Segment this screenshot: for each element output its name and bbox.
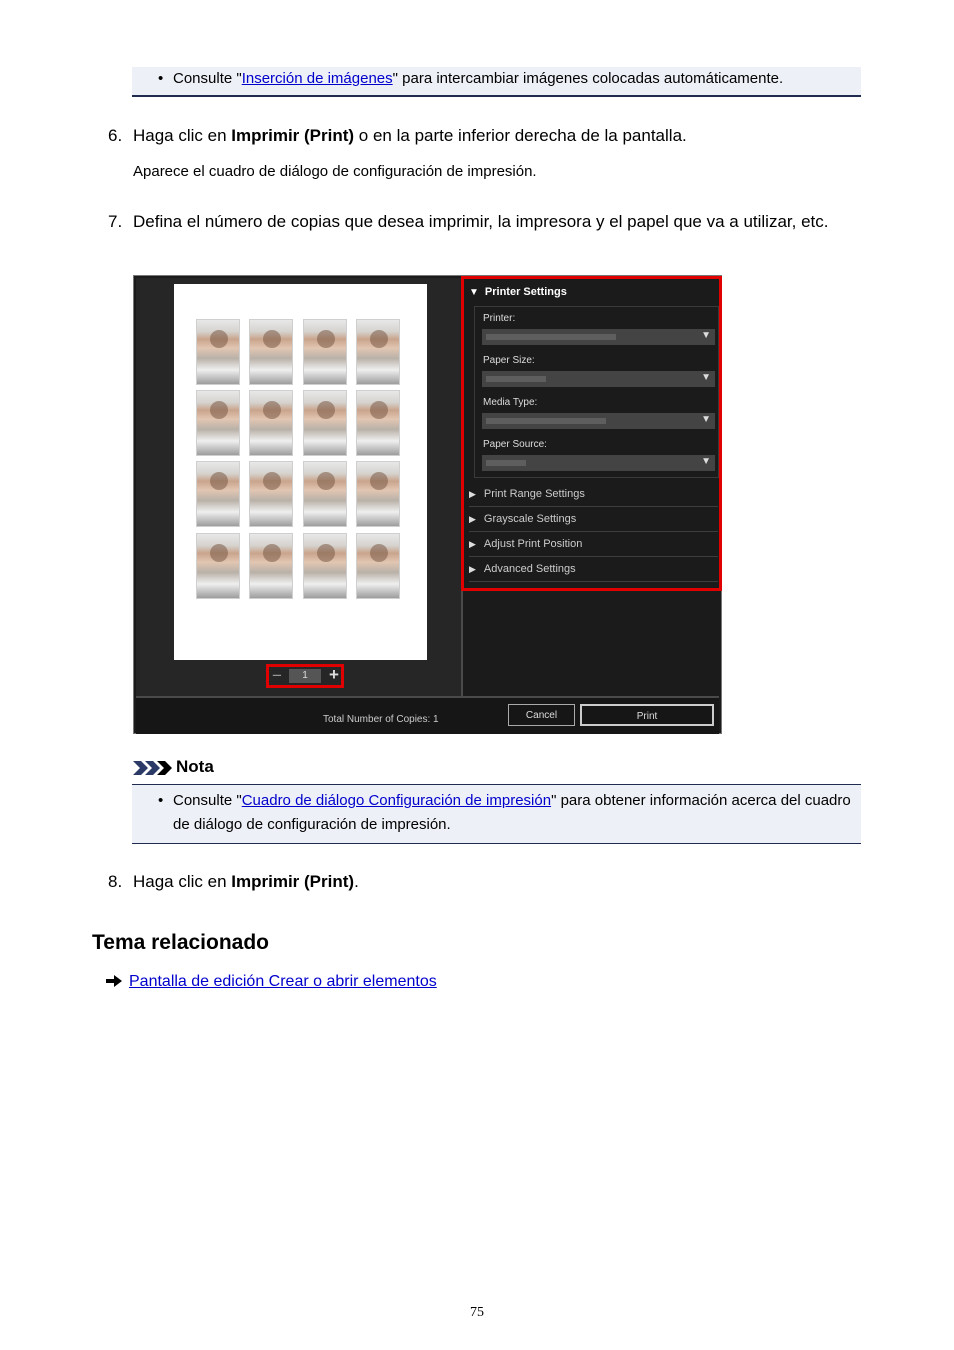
dropdown-arrow-icon: ▼ [701, 456, 711, 467]
total-copies-text: Total Number of Copies: 1 [323, 714, 439, 725]
photo-thumbnail [196, 461, 240, 527]
step-7-text: Defina el número de copias que desea imprimir, la impresora y el papel que va a utilizar, etc. [133, 212, 829, 231]
step-8-before: Haga clic en [133, 872, 232, 891]
preview-pane [136, 278, 461, 696]
insercion-imagenes-link[interactable]: Inserción de imágenes [241, 70, 393, 87]
photo-thumbnail [249, 319, 293, 385]
step-6-result: Aparece el cuadro de diálogo de configuración de impresión. [133, 163, 537, 180]
increase-copies-button[interactable]: + [329, 665, 339, 684]
photo-thumbnail [196, 533, 240, 599]
photo-thumbnail [356, 461, 400, 527]
step-6-text [133, 122, 843, 150]
step-6-before: Haga clic en [133, 126, 232, 145]
photo-thumbnail [303, 390, 347, 456]
paper-size-label: Paper Size: [483, 355, 535, 366]
nota-box [132, 784, 861, 844]
triangle-right-icon: ▶ [469, 564, 476, 574]
photo-thumbnail [196, 319, 240, 385]
photo-thumbnail [356, 390, 400, 456]
dropdown-arrow-icon: ▼ [701, 414, 711, 425]
step-number: 8. [108, 872, 123, 891]
step-6-after: o en la parte inferior derecha de la pantalla. [354, 126, 687, 145]
step-8-bold: Imprimir (Print) [231, 872, 355, 891]
cancel-button[interactable]: Cancel [508, 704, 575, 726]
page-number: 75 [470, 1305, 484, 1320]
printer-settings-highlight [461, 276, 722, 591]
paper-source-label: Paper Source: [483, 439, 547, 450]
photo-thumbnail [356, 533, 400, 599]
decrease-copies-button[interactable]: − [272, 666, 282, 685]
advanced-settings-label: Advanced Settings [483, 563, 576, 575]
photo-thumbnail [249, 533, 293, 599]
related-link-row [105, 973, 437, 991]
adjust-print-position-label: Adjust Print Position [483, 538, 583, 550]
top-note-prefix: Consulte " [173, 70, 242, 87]
print-button[interactable]: Print [580, 704, 714, 726]
bullet: • [158, 70, 164, 87]
print-settings-screenshot [133, 275, 722, 734]
printer-label: Printer: [483, 313, 516, 324]
media-type-label: Media Type: [483, 397, 538, 408]
step-number: 6. [108, 126, 123, 145]
nota-suffix: " para obtener información acerca del cuadro de diálogo de configuración de impresión. [173, 792, 851, 833]
photo-thumbnail [196, 390, 240, 456]
dialog-bottom-bar [136, 696, 719, 734]
photo-thumbnail [249, 390, 293, 456]
pantalla-edicion-link[interactable]: Pantalla de edición Crear o abrir elementos [129, 973, 437, 990]
nota-title: Nota [176, 757, 214, 776]
nota-arrows-icon [133, 761, 173, 775]
triangle-down-icon: ▼ [469, 287, 479, 298]
triangle-right-icon: ▶ [469, 514, 476, 524]
nota-prefix: Consulte " [173, 792, 242, 809]
nota-text [173, 789, 853, 837]
top-note-box [132, 67, 861, 97]
arrow-right-icon [105, 975, 123, 987]
grayscale-settings-label: Grayscale Settings [483, 513, 577, 525]
dropdown-arrow-icon: ▼ [701, 372, 711, 383]
top-note-text [173, 70, 783, 87]
step-8-after: . [354, 872, 359, 891]
photo-thumbnail [249, 461, 293, 527]
preview-page [174, 284, 427, 660]
photo-thumbnail [356, 319, 400, 385]
related-topic-heading: Tema relacionado [92, 931, 270, 954]
bullet: • [158, 792, 164, 809]
top-note-suffix: " para intercambiar imágenes colocadas automáticamente. [392, 70, 784, 87]
dropdown-arrow-icon: ▼ [701, 330, 711, 341]
photo-thumbnail [303, 533, 347, 599]
cuadro-dialogo-link[interactable]: Cuadro de diálogo Configuración de impresión [241, 792, 552, 809]
photo-thumbnail [303, 319, 347, 385]
triangle-right-icon: ▶ [469, 539, 476, 549]
step-6-bold: Imprimir (Print) [231, 126, 355, 145]
copies-stepper[interactable] [266, 664, 344, 688]
triangle-right-icon: ▶ [469, 489, 476, 499]
photo-thumbnail [303, 461, 347, 527]
copies-value[interactable]: 1 [289, 669, 321, 683]
print-range-settings-label: Print Range Settings [483, 488, 585, 500]
step-8-text [133, 868, 843, 896]
printer-settings-label: Printer Settings [484, 286, 567, 298]
step-number: 7. [108, 212, 123, 231]
